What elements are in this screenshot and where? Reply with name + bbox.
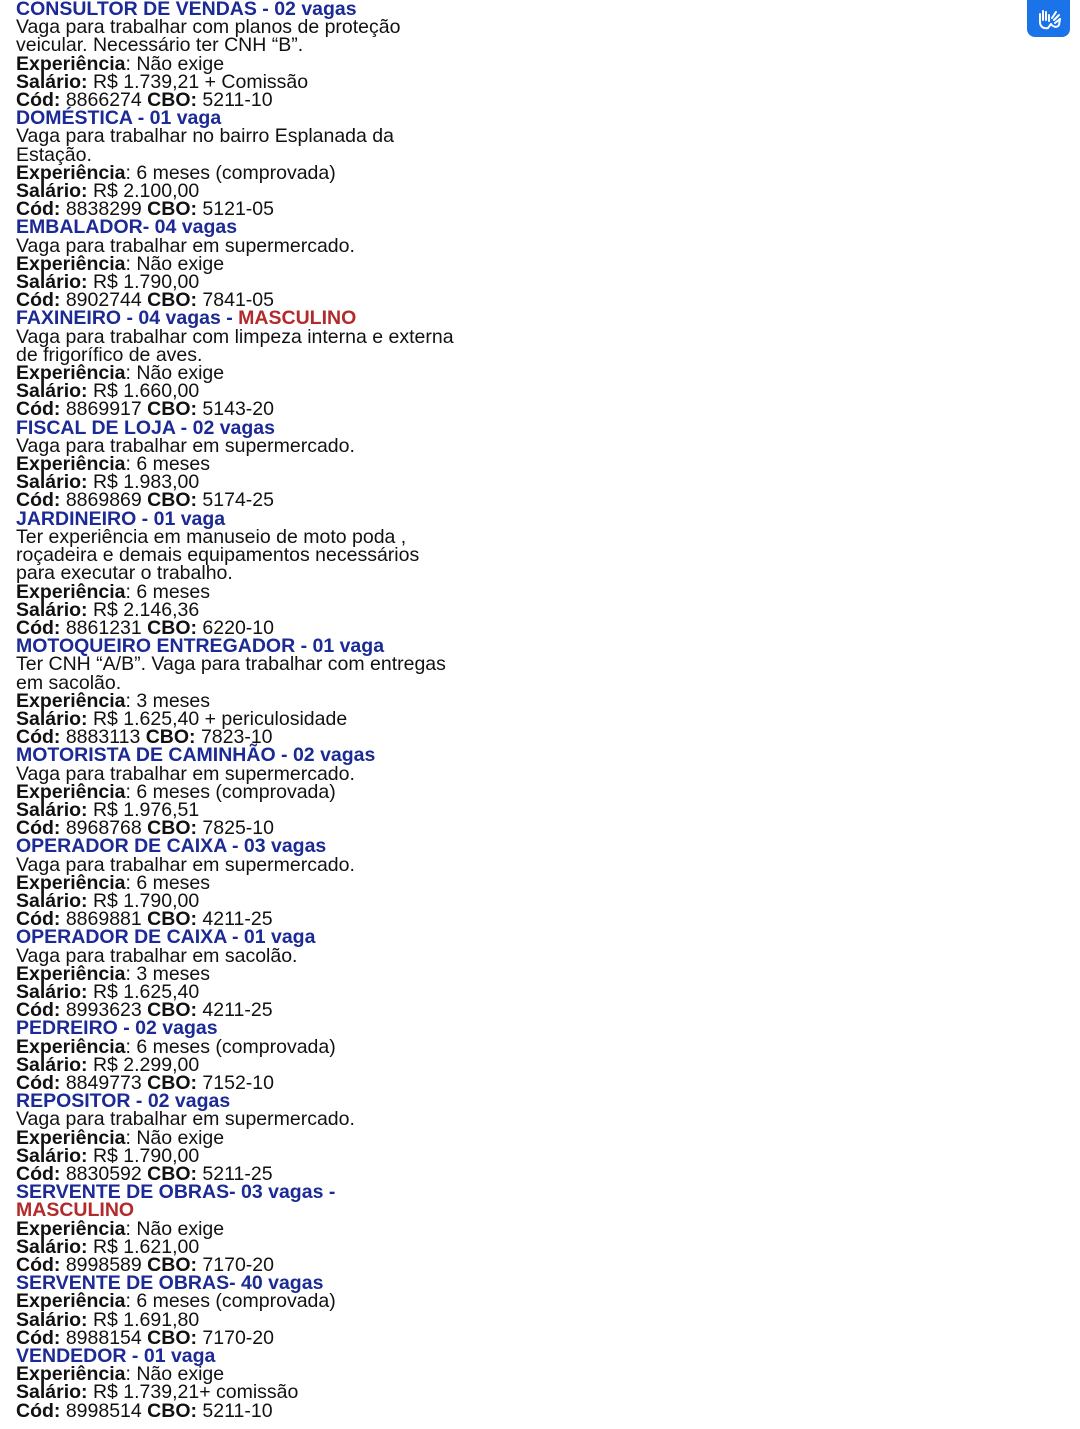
job-listing-item <box>16 926 456 1022</box>
experience-value: : 6 meses (comprovada) <box>125 780 336 803</box>
job-title-text: SERVENTE DE OBRAS- 40 vagas <box>16 1272 324 1295</box>
job-title-text: SERVENTE DE OBRAS- 03 vagas - <box>16 1181 336 1204</box>
cbo-value: 6220-10 <box>197 616 274 639</box>
job-description: Vaga para trabalhar em supermercado. <box>16 234 355 257</box>
cbo-label: CBO: <box>147 1326 197 1349</box>
job-listing-item <box>16 307 456 421</box>
cbo-value: 5211-10 <box>197 1399 273 1422</box>
experience-label: Experiência <box>16 161 126 184</box>
salary-label: Salário: <box>16 1235 88 1258</box>
job-title <box>16 307 456 330</box>
cbo-label: CBO: <box>147 89 197 112</box>
code-value: 8838299 <box>60 198 148 221</box>
experience-label: Experiência <box>16 1126 126 1149</box>
cbo-value: 7823-10 <box>195 726 273 749</box>
code-label: Cód: <box>16 616 61 639</box>
experience-value: : Não exige <box>125 362 225 385</box>
job-title-text: FISCAL DE LOJA - 02 vagas <box>16 416 275 439</box>
cbo-label: CBO: <box>147 398 197 421</box>
job-title-text: OPERADOR DE CAIXA - 01 vaga <box>16 926 316 949</box>
experience-label: Experiência <box>16 52 126 75</box>
job-title-text: VENDEDOR - 01 vaga <box>16 1345 216 1368</box>
code-label: Cód: <box>16 1254 61 1277</box>
salary-label: Salário: <box>16 180 88 203</box>
job-listing-item <box>16 1019 456 1092</box>
job-listing-item <box>16 744 456 840</box>
job-title <box>16 926 456 949</box>
cbo-value: 7170-20 <box>197 1254 274 1277</box>
salary-label: Salário: <box>16 707 88 730</box>
cbo-value: 5211-25 <box>197 1163 273 1185</box>
code-value: 8993623 <box>60 999 148 1022</box>
job-listing-item <box>16 1347 456 1420</box>
job-description: Vaga para trabalhar em supermercado. <box>16 853 355 876</box>
experience-value: : Não exige <box>125 1217 225 1240</box>
salary-value: R$ 2.299,00 <box>87 1053 200 1076</box>
job-description: Vaga para trabalhar em supermercado. <box>16 1108 355 1131</box>
experience-label: Experiência <box>16 1035 126 1058</box>
salary-value: R$ 2.146,36 <box>87 598 200 621</box>
code-label: Cód: <box>16 999 61 1022</box>
job-description: Vaga para trabalhar no bairro Esplanada da Estação. <box>16 125 394 166</box>
experience-value: : 6 meses (comprovada) <box>125 161 336 184</box>
job-listing-item <box>16 216 456 312</box>
job-title-text: FAXINEIRO - 04 vagas - <box>16 307 239 330</box>
job-description: Vaga para trabalhar em supermercado. <box>16 434 355 457</box>
job-description: Vaga para trabalhar com planos de proteção veicular. Necessário ter CNH “B”. <box>16 16 401 57</box>
salary-value: R$ 1.983,00 <box>87 471 200 494</box>
experience-label: Experiência <box>16 362 126 385</box>
experience-label: Experiência <box>16 871 126 894</box>
accessibility-button[interactable] <box>1027 0 1070 37</box>
code-label: Cód: <box>16 198 61 221</box>
salary-value: R$ 1.621,00 <box>87 1235 200 1258</box>
cbo-value: 7170-20 <box>197 1326 274 1349</box>
job-listing-item <box>16 635 456 749</box>
experience-label: Experiência <box>16 962 126 985</box>
salary-label: Salário: <box>16 271 88 294</box>
code-label: Cód: <box>16 1071 61 1094</box>
job-description: Ter experiência em manuseio de moto poda , roçadeira e demais equipamentos necessários para executar o trabalho. <box>16 525 420 585</box>
cbo-label: CBO: <box>147 616 197 639</box>
job-listing-item <box>16 0 456 112</box>
job-listing <box>16 0 456 1420</box>
code-label: Cód: <box>16 398 61 421</box>
job-description: Ter CNH “A/B”. Vaga para trabalhar com entregas em sacolão. <box>16 653 446 694</box>
code-value: 8998589 <box>60 1254 148 1277</box>
job-title-text: JARDINEIRO - 01 vaga <box>16 507 226 530</box>
salary-value: R$ 1.625,40 + periculosidade <box>87 707 348 730</box>
code-value: 8968768 <box>60 817 148 840</box>
job-description: Vaga para trabalhar com limpeza interna e externa de frigorífico de aves. <box>16 325 454 366</box>
cbo-value: 7841-05 <box>197 289 274 312</box>
experience-label: Experiência <box>16 580 126 603</box>
code-value: 8869881 <box>60 908 148 931</box>
salary-value: R$ 2.100,00 <box>87 180 200 203</box>
job-title-text: DOMÉSTICA - 01 vaga <box>16 107 222 130</box>
job-title-text: REPOSITOR - 02 vagas <box>16 1090 231 1113</box>
salary-label: Salário: <box>16 1053 88 1076</box>
experience-label: Experiência <box>16 1363 126 1386</box>
cbo-value: 5211-10 <box>197 89 273 112</box>
salary-value: R$ 1.739,21+ comissão <box>87 1381 299 1404</box>
salary-value: R$ 1.660,00 <box>87 380 200 403</box>
job-title-text: OPERADOR DE CAIXA - 03 vagas <box>16 835 327 858</box>
code-label: Cód: <box>16 817 61 840</box>
experience-label: Experiência <box>16 780 126 803</box>
code-label: Cód: <box>16 289 61 312</box>
salary-value: R$ 1.790,00 <box>87 889 200 912</box>
experience-value: : 6 meses (comprovada) <box>125 1035 336 1058</box>
code-label: Cód: <box>16 89 61 112</box>
cbo-label: CBO: <box>147 1399 197 1422</box>
job-listing-item <box>16 107 456 221</box>
experience-value: : 3 meses <box>125 689 211 712</box>
cbo-value: 4211-25 <box>197 908 273 931</box>
cbo-label: CBO: <box>147 1163 197 1185</box>
salary-value: R$ 1.976,51 <box>87 798 200 821</box>
job-listing-item <box>16 1092 456 1183</box>
code-value: 8902744 <box>60 289 148 312</box>
experience-value: : 6 meses <box>125 453 211 476</box>
experience-value: : 6 meses (comprovada) <box>125 1290 336 1313</box>
job-title <box>16 744 456 767</box>
job-listing-item <box>16 1181 456 1277</box>
cbo-label: CBO: <box>147 489 197 512</box>
experience-label: Experiência <box>16 453 126 476</box>
experience-value: : Não exige <box>125 52 225 75</box>
cbo-label: CBO: <box>147 1254 197 1277</box>
cbo-label: CBO: <box>147 289 197 312</box>
job-title <box>16 835 456 858</box>
job-description: Vaga para trabalhar em supermercado. <box>16 762 355 785</box>
job-listing-item <box>16 835 456 931</box>
code-value: 8830592 <box>60 1163 148 1185</box>
job-title-text: MOTORISTA DE CAMINHÃO - 02 vagas <box>16 744 376 767</box>
salary-label: Salário: <box>16 380 88 403</box>
salary-label: Salário: <box>16 1144 88 1167</box>
salary-value: R$ 1.790,00 <box>87 1144 200 1167</box>
job-title-text: CONSULTOR DE VENDAS - 02 vagas <box>16 0 357 20</box>
salary-value: R$ 1.625,40 <box>87 980 200 1003</box>
cbo-label: CBO: <box>147 817 197 840</box>
salary-label: Salário: <box>16 1381 88 1404</box>
gender-requirement: MASCULINO <box>238 307 357 330</box>
code-value: 8866274 <box>60 89 148 112</box>
cbo-label: CBO: <box>147 198 197 221</box>
cbo-value: 5143-20 <box>197 398 274 421</box>
cbo-value: 7825-10 <box>197 817 274 840</box>
code-value: 8988154 <box>60 1326 148 1349</box>
code-label: Cód: <box>16 908 61 931</box>
cbo-value: 4211-25 <box>197 999 273 1022</box>
cbo-label: CBO: <box>147 908 197 931</box>
salary-value: R$ 1.790,00 <box>87 271 200 294</box>
cbo-label: CBO: <box>145 726 196 749</box>
salary-label: Salário: <box>16 798 88 821</box>
code-label: Cód: <box>16 726 61 749</box>
experience-label: Experiência <box>16 1290 126 1313</box>
job-title <box>16 216 456 239</box>
experience-value: : 6 meses <box>125 871 211 894</box>
code-value: 8849773 <box>60 1071 148 1094</box>
cbo-label: CBO: <box>147 1071 197 1094</box>
cbo-value: 5174-25 <box>197 489 274 512</box>
job-listing-item <box>16 1274 456 1347</box>
cbo-value: 5121-05 <box>197 198 274 221</box>
sign-language-hands-icon <box>1035 6 1063 32</box>
job-listing-item <box>16 416 456 512</box>
code-label: Cód: <box>16 489 61 512</box>
job-title-text: EMBALADOR- 04 vagas <box>16 216 238 239</box>
job-title <box>16 1181 456 1222</box>
code-value: 8861231 <box>60 616 148 639</box>
job-title-text: MOTOQUEIRO ENTREGADOR - 01 vaga <box>16 635 385 658</box>
code-value: 8998514 <box>60 1399 148 1422</box>
salary-label: Salário: <box>16 70 88 93</box>
cbo-value: 7152-10 <box>197 1071 274 1094</box>
code-label: Cód: <box>16 1326 61 1349</box>
salary-label: Salário: <box>16 598 88 621</box>
code-label: Cód: <box>16 1163 61 1185</box>
cbo-label: CBO: <box>147 999 197 1022</box>
code-value: 8883113 <box>60 726 146 749</box>
salary-value: R$ 1.739,21 + Comissão <box>87 70 309 93</box>
experience-value: : Não exige <box>125 252 225 275</box>
experience-label: Experiência <box>16 252 126 275</box>
experience-value: : Não exige <box>125 1126 225 1149</box>
job-listing-item <box>16 507 456 639</box>
experience-value: : 6 meses <box>125 580 211 603</box>
job-description: Vaga para trabalhar em sacolão. <box>16 944 298 967</box>
salary-value: R$ 1.691,80 <box>87 1308 200 1331</box>
salary-label: Salário: <box>16 980 88 1003</box>
code-value: 8869917 <box>60 398 148 421</box>
experience-label: Experiência <box>16 1217 126 1240</box>
experience-value: : 3 meses <box>125 962 211 985</box>
gender-requirement: MASCULINO <box>16 1199 135 1222</box>
code-line <box>16 1399 456 1422</box>
code-value: 8869869 <box>60 489 148 512</box>
job-title-text: PEDREIRO - 02 vagas <box>16 1017 218 1040</box>
experience-value: : Não exige <box>125 1363 225 1386</box>
experience-label: Experiência <box>16 689 126 712</box>
salary-label: Salário: <box>16 889 88 912</box>
code-label: Cód: <box>16 1399 61 1422</box>
salary-label: Salário: <box>16 471 88 494</box>
salary-label: Salário: <box>16 1308 88 1331</box>
